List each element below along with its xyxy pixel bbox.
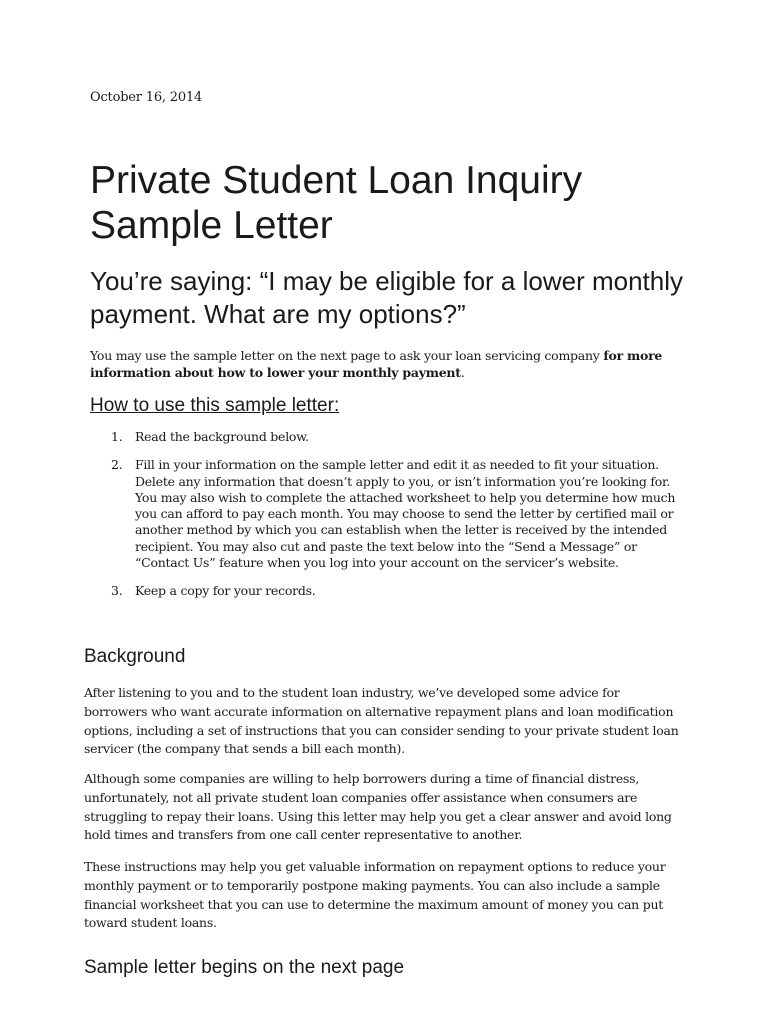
intro-bold-text: for more information about how to lower your monthly payment [90, 348, 663, 380]
step-text: Fill in your information on the sample letter and edit it as needed to fit your situation. Delete any information that doesn’t apply to you, or isn’t information you’re looking for. You may also wish to complete the attached worksheet to help you determine how much you can afford to pay each month. You may choose to send the letter by certified mail or another method by which you can establish when the letter is received by the intended recipient. You may also cut and paste the text below into the “Send a Message” or “Contact Us” feature when you log into your account on the servicer’s website. [135, 457, 676, 571]
letter-date: October 16, 2014 [90, 90, 203, 105]
intro-end: . [460, 365, 465, 380]
background-heading: Background [84, 646, 186, 667]
steps-list [90, 429, 690, 612]
step-item [90, 457, 690, 571]
intro-paragraph [90, 347, 680, 381]
page-title: Private Student Loan Inquiry Sample Letter [90, 159, 583, 247]
howto-heading: How to use this sample letter: [90, 395, 340, 416]
step-number: 1. [111, 429, 123, 444]
step-text: Read the background below. [135, 429, 309, 444]
page-subtitle: You’re saying: “I may be eligible for a lower monthly payment. What are my options?” [90, 266, 683, 329]
intro-text: You may use the sample letter on the next page to ask your loan servicing company [90, 348, 604, 363]
step-text: Keep a copy for your records. [135, 583, 316, 599]
step-item [90, 429, 690, 445]
step-number: 3. [111, 583, 123, 599]
step-number: 2. [111, 457, 123, 473]
background-paragraph: After listening to you and to the student loan industry, we’ve developed some advice for borrowers who want accurate information on alternative repayment plans and loan modification options, including a set of instructions that you can consider sending to your private student loan servicer (the company that sends a bill each month). [84, 685, 679, 757]
step-item [90, 583, 690, 599]
next-page-heading: Sample letter begins on the next page [84, 957, 405, 978]
background-paragraph: These instructions may help you get valuable information on repayment options to reduce your monthly payment or to temporarily postpone making payments. You can also include a sample financial worksheet that you can use to determine the maximum amount of money you can put toward student loans. [84, 859, 666, 931]
background-paragraph: Although some companies are willing to help borrowers during a time of financial distress, unfortunately, not all private student loan companies offer assistance when consumers are struggling to repay their loans. Using this letter may help you get a clear answer and avoid long hold times and transfers from one call center representative to another. [84, 771, 672, 843]
